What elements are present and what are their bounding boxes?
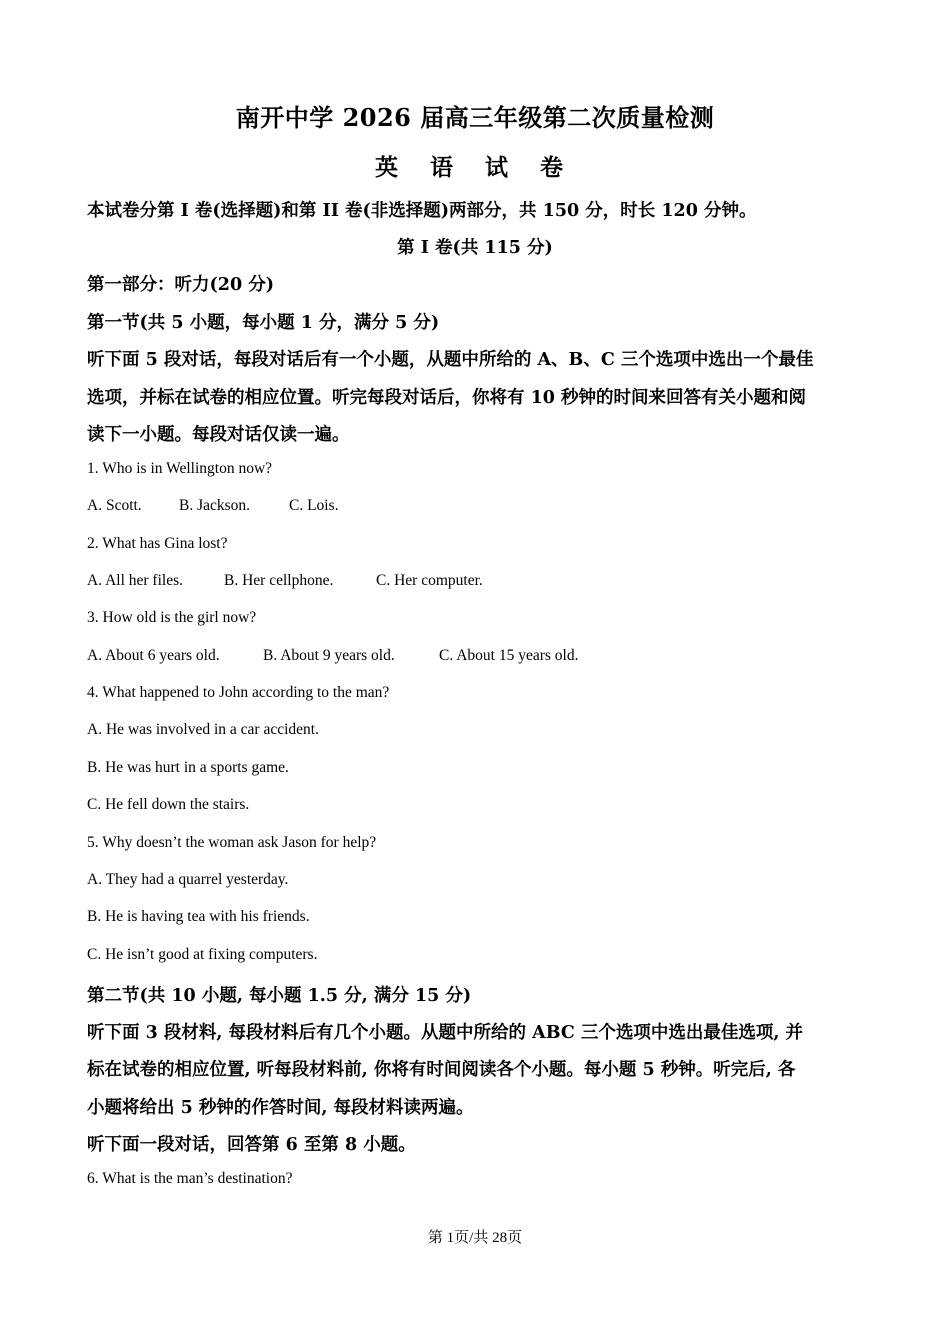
section2-title: 第二节(共 10 小题, 每小题 1.5 分, 满分 15 分) xyxy=(87,986,472,1006)
section1-instruction-line: 读下一小题。每段对话仅读一遍。 xyxy=(87,425,350,445)
question-stem-6: 6. What is the man’s destination? xyxy=(87,1170,293,1187)
question-stem-3: 3. How old is the girl now? xyxy=(87,609,257,626)
option-c: C. He isn’t good at fixing computers. xyxy=(87,946,318,963)
option-c: C. About 15 years old. xyxy=(439,647,579,664)
option-b: B. About 9 years old. xyxy=(263,647,395,664)
volume1-title: 第 I 卷(共 115 分) xyxy=(397,238,553,258)
question-options-3 xyxy=(87,647,863,665)
exam-intro: 本试卷分第 I 卷(选择题)和第 II 卷(非选择题)两部分，共 150 分，时长 120 分钟。 xyxy=(87,201,757,221)
dialog-intro: 听下面一段对话，回答第 6 至第 8 小题。 xyxy=(87,1135,416,1155)
question-stem-4: 4. What happened to John according to the man? xyxy=(87,684,390,701)
section2-instruction-line: 小题将给出 5 秒钟的作答时间, 每段材料读两遍。 xyxy=(87,1098,474,1118)
option-a: A. Scott. xyxy=(87,497,142,514)
option-c: C. Her computer. xyxy=(376,572,483,589)
page-subtitle: 英 语 试 卷 xyxy=(374,154,576,181)
question-options-1 xyxy=(87,497,863,515)
question-stem-1: 1. Who is in Wellington now? xyxy=(87,460,273,477)
option-b: B. Jackson. xyxy=(179,497,251,514)
page-title: 南开中学 2026 届高三年级第二次质量检测 xyxy=(235,103,715,132)
option-a: A. He was involved in a car accident. xyxy=(87,721,319,738)
option-c: C. He fell down the stairs. xyxy=(87,796,250,813)
option-b: B. Her cellphone. xyxy=(224,572,334,589)
question-stem-5: 5. Why doesn’t the woman ask Jason for help? xyxy=(87,834,377,851)
page-number: 第 1页/共 28页 xyxy=(427,1230,523,1246)
part1-title: 第一部分：听力(20 分) xyxy=(87,275,275,295)
option-c: C. Lois. xyxy=(289,497,339,514)
question-options-2 xyxy=(87,572,863,590)
option-a: A. They had a quarrel yesterday. xyxy=(87,871,289,888)
section1-title: 第一节(共 5 小题，每小题 1 分，满分 5 分) xyxy=(87,313,440,333)
section2-instruction-line: 听下面 3 段材料, 每段材料后有几个小题。从题中所给的 ABC 三个选项中选出最佳选项, 并 xyxy=(87,1023,804,1043)
section2-instruction-line: 标在试卷的相应位置, 听每段材料前, 你将有时间阅读各个小题。每小题 5 秒钟。听完后, 各 xyxy=(87,1060,796,1080)
option-b: B. He was hurt in a sports game. xyxy=(87,759,289,776)
section1-instruction-line: 选项，并标在试卷的相应位置。听完每段对话后，你将有 10 秒钟的时间来回答有关小题和阅 xyxy=(87,388,807,408)
option-a: A. About 6 years old. xyxy=(87,647,220,664)
question-stem-2: 2. What has Gina lost? xyxy=(87,535,228,552)
option-a: A. All her files. xyxy=(87,572,183,589)
option-b: B. He is having tea with his friends. xyxy=(87,908,310,925)
section1-instruction-line: 听下面 5 段对话，每段对话后有一个小题，从题中所给的 A、B、C 三个选项中选出一个最佳 xyxy=(87,350,814,370)
